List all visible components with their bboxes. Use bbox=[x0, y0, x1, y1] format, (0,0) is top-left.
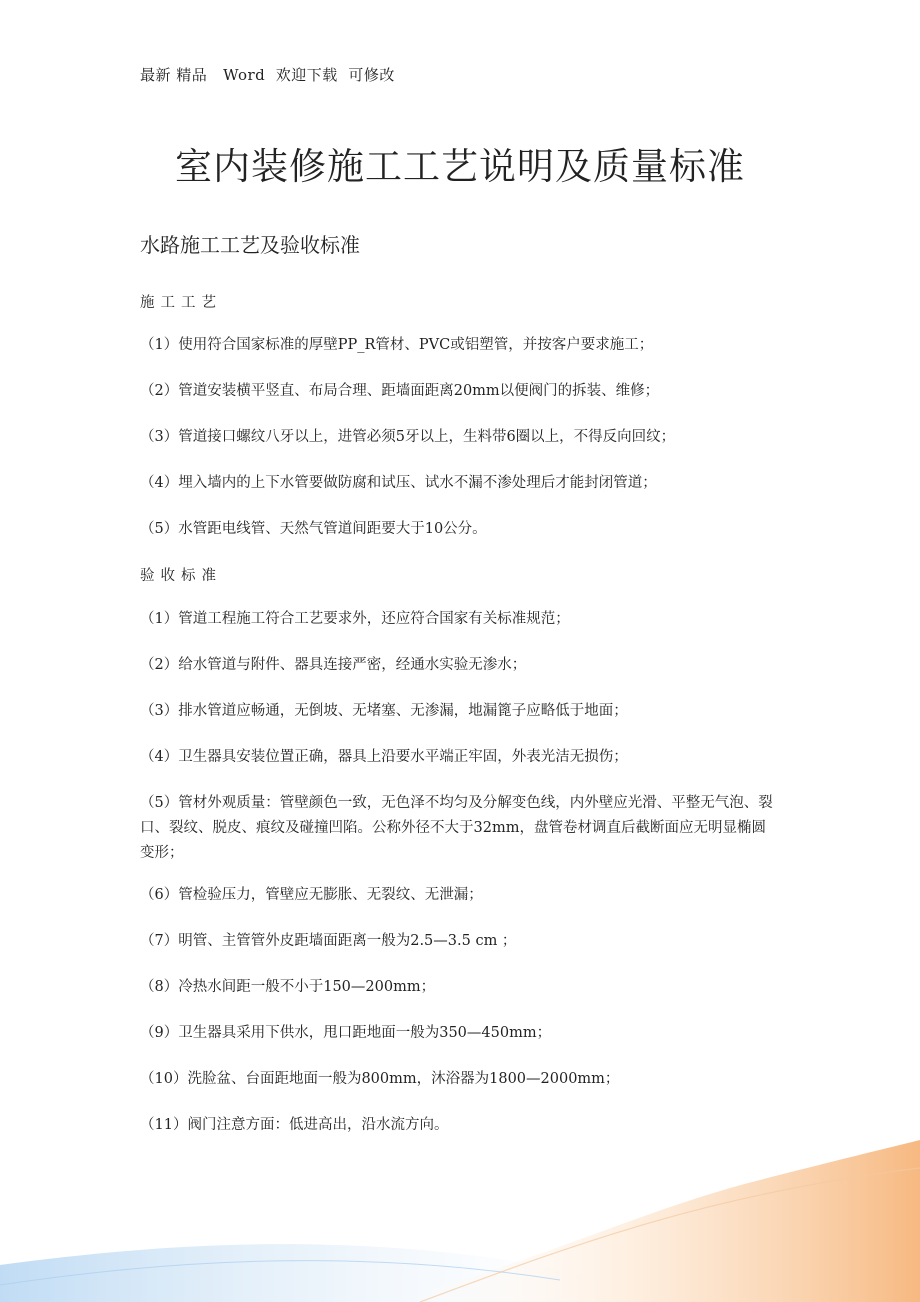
process-item-3: （3）管道接口螺纹八牙以上，进管必须5牙以上，生料带6圈以上，不得反向回纹； bbox=[140, 429, 676, 445]
process-item-1: （1）使用符合国家标准的厚壁PP_R管材、PVC或铝塑管，并按客户要求施工； bbox=[140, 337, 654, 353]
document-title: 室内装修施工工艺说明及质量标准 bbox=[175, 145, 745, 188]
acceptance-item-7: （7）明管、主管管外皮距墙面距离一般为2.5—3.5 cm ； bbox=[140, 933, 517, 949]
acceptance-item-10: （10）洗脸盆、台面距地面一般为800mm，沐浴器为1800—2000mm； bbox=[140, 1071, 620, 1087]
header-note: 最新 精品 Word 欢迎下载 可修改 bbox=[140, 66, 395, 84]
acceptance-item-8: （8）冷热水间距一般不小于150—200mm； bbox=[140, 979, 436, 995]
acceptance-item-2: （2）给水管道与附件、器具连接严密，经通水实验无渗水； bbox=[140, 657, 527, 673]
acceptance-item-3: （3）排水管道应畅通，无倒坡、无堵塞、无渗漏，地漏篦子应略低于地面； bbox=[140, 703, 628, 719]
acceptance-item-5: （5）管材外观质量：管壁颜色一致，无色泽不均匀及分解变色线，内外壁应光滑、平整无气泡、裂口、裂纹、脱皮、痕纹及碰撞凹陷。公称外径不大于32mm，盘管卷材调直后截断面应无明显椭圆变形； bbox=[140, 795, 773, 861]
acceptance-heading: 验收标准 bbox=[140, 568, 222, 584]
acceptance-item-4: （4）卫生器具安装位置正确，器具上沿要水平端正牢固，外表光洁无损伤； bbox=[140, 749, 628, 765]
process-item-5: （5）水管距电线管、天然气管道间距要大于10公分。 bbox=[140, 521, 487, 537]
section-heading: 水路施工工艺及验收标准 bbox=[140, 233, 360, 257]
acceptance-item-11: （11）阀门注意方面：低进高出，沿水流方向。 bbox=[140, 1117, 449, 1133]
process-item-4: （4）埋入墙内的上下水管要做防腐和试压、试水不漏不渗处理后才能封闭管道； bbox=[140, 475, 657, 491]
acceptance-item-9: （9）卫生器具采用下供水，甩口距地面一般为350—450mm； bbox=[140, 1025, 552, 1041]
process-item-2: （2）管道安装横平竖直、布局合理、距墙面距离20mm以便阀门的拆装、维修； bbox=[140, 383, 660, 399]
acceptance-item-6: （6）管检验压力，管壁应无膨胀、无裂纹、无泄漏； bbox=[140, 887, 483, 903]
process-heading: 施工工艺 bbox=[140, 295, 222, 311]
acceptance-item-1: （1）管道工程施工符合工艺要求外，还应符合国家有关标准规范； bbox=[140, 611, 570, 627]
